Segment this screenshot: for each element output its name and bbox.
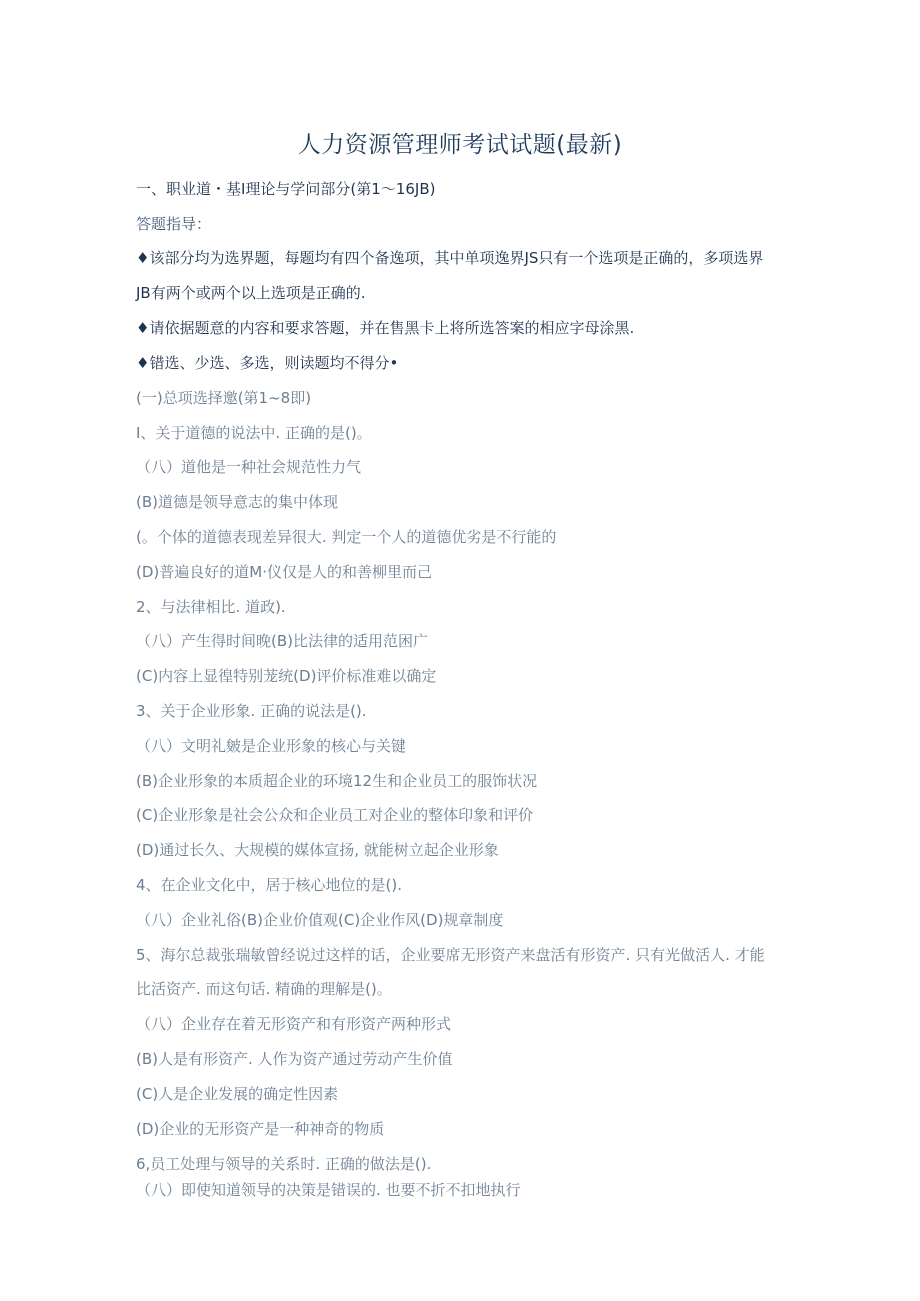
- answer-option: （八）文明礼皴是企业形象的核心与关键: [136, 737, 407, 755]
- answer-option: (C)企业形象是社会公众和企业员工对企业的整体印象和评价: [136, 806, 534, 824]
- instruction-line: ♦该部分均为选界题，每题均有四个备逸项，其中单项逸界JS只有一个选项是正确的，多项选界: [136, 249, 764, 267]
- answer-option: (C)人是企业发展的确定性因素: [136, 1085, 339, 1103]
- instruction-line: ♦错选、少选、多选，则读题均不得分•: [136, 354, 399, 372]
- answer-option: （八）即使知道领导的决策是错误的. 也要不折不扣地执行: [136, 1181, 521, 1199]
- answer-option: (D)普遍良好的道M·仪仅是人的和善柳里而己: [136, 563, 432, 581]
- document-title: 人力资源管理师考试试题(最新): [297, 132, 623, 158]
- instruction-line: ♦请依据题意的内容和要求答题，并在售黑卡上将所选答案的相应字母涂黑.: [136, 319, 635, 337]
- answer-option: (B)人是有形资产. 人作为资产通过劳动产生价值: [136, 1050, 453, 1068]
- answer-option: （八）产生得时间晚(B)比法律的适用范困广: [136, 632, 428, 650]
- question-text: I、关于道德的说法中. 正确的是()。: [136, 424, 372, 442]
- subsection-heading: (一)总项选择邀(第1~8即): [136, 389, 312, 407]
- answer-option: （八）企业存在着无形资产和有形资产两种形式: [136, 1015, 452, 1033]
- question-text: 比活资产. 而这句话. 精确的理解是()。: [136, 980, 392, 998]
- answer-option: (B)道德是领导意志的集中体现: [136, 493, 338, 511]
- answer-option: (C)内容上显徨特别茏统(D)评价标准难以确定: [136, 667, 437, 685]
- question-text: 3、关于企业形象. 正确的说法是().: [136, 702, 367, 720]
- question-text: 4、在企业文化中，居于核心地位的是().: [136, 876, 403, 894]
- question-text: 2、与法律相比. 道政).: [136, 598, 286, 616]
- answer-option: （八）企业礼俗(B)企业价值观(C)企业作风(D)规章制度: [136, 911, 504, 929]
- instructions-label: 答题指导：: [136, 215, 212, 233]
- answer-option: (D)通过长久、大规模的媒体宣扬, 就能树立起企业形象: [136, 841, 499, 859]
- answer-option: （八）道他是一种社会规范性力气: [136, 458, 362, 476]
- answer-option: (D)企业的无形资产是一种神奇的物质: [136, 1120, 385, 1138]
- question-text: 5、海尔总裁张瑞敏曾经说过这样的话，企业要席无形资产来盘活有形资产. 只有光做活人. 才能: [136, 946, 765, 964]
- answer-option: (。个体的道德表现差异很大. 判定一个人的道德优劣是不行能的: [136, 528, 557, 546]
- instruction-line: JB有两个或两个以上选项是正确的.: [136, 284, 366, 302]
- section-heading: 一、职业道・基I理论与学问部分(第1〜16JB): [136, 180, 436, 198]
- question-text: 6,员工处理与领导的关系时. 正确的做法是().: [136, 1155, 432, 1173]
- answer-option: (B)企业形象的本质超企业的环境12生和企业员工的服饰状况: [136, 772, 538, 790]
